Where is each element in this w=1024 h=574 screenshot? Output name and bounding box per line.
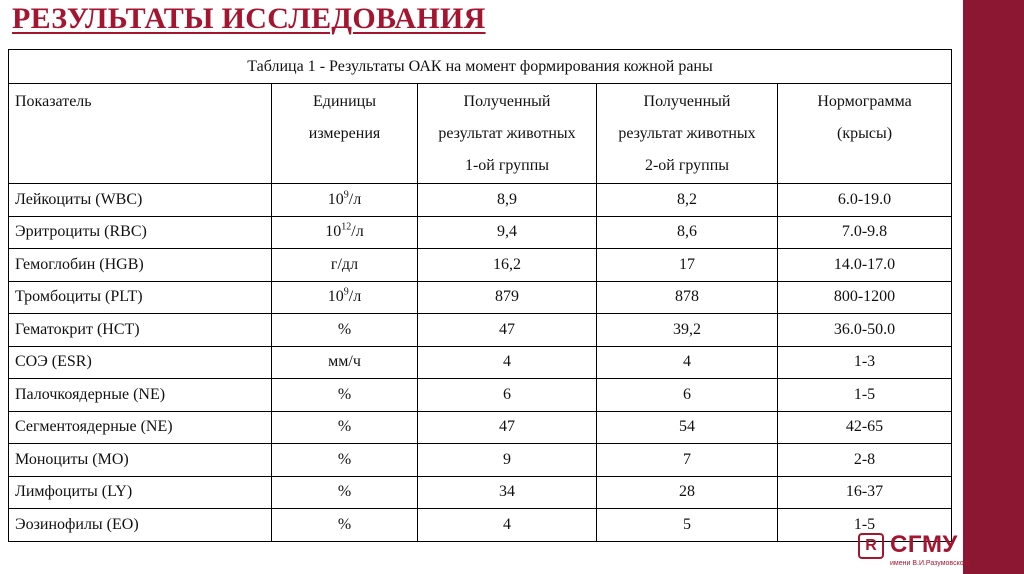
row-unit: % bbox=[272, 444, 418, 477]
row-norm-value: 14.0-17.0 bbox=[778, 249, 952, 282]
university-logo bbox=[858, 531, 970, 573]
row-unit: % bbox=[272, 314, 418, 347]
row-indicator: Моноциты (MO) bbox=[9, 444, 272, 477]
table-row bbox=[9, 509, 952, 542]
table-caption: Таблица 1 - Результаты ОАК на момент формирования кожной раны bbox=[9, 50, 952, 84]
table-row bbox=[9, 216, 952, 249]
row-indicator: СОЭ (ESR) bbox=[9, 346, 272, 379]
row-norm-value: 1-3 bbox=[778, 346, 952, 379]
table-row bbox=[9, 184, 952, 217]
table-row bbox=[9, 444, 952, 477]
row-indicator: Палочкоядерные (NE) bbox=[9, 379, 272, 412]
header-group-2: Полученный результат животных 2-ой группы bbox=[597, 84, 778, 184]
decorative-side-bar bbox=[963, 0, 1024, 574]
row-group-1-value: 9,4 bbox=[418, 216, 597, 249]
row-unit: $10^9/л$ bbox=[272, 184, 418, 217]
row-norm-value: 800-1200 bbox=[778, 281, 952, 314]
row-group-2-value: 8,6 bbox=[597, 216, 778, 249]
table-header-row bbox=[9, 84, 952, 184]
row-group-2-value: 54 bbox=[597, 411, 778, 444]
row-group-2-value: 7 bbox=[597, 444, 778, 477]
row-unit: % bbox=[272, 411, 418, 444]
row-unit: % bbox=[272, 509, 418, 542]
row-indicator: Лимфоциты (LY) bbox=[9, 476, 272, 509]
row-unit: мм/ч bbox=[272, 346, 418, 379]
row-group-1-value: 9 bbox=[418, 444, 597, 477]
row-unit: $10^{12}/л$ bbox=[272, 216, 418, 249]
row-norm-value: 7.0-9.8 bbox=[778, 216, 952, 249]
table-row bbox=[9, 346, 952, 379]
row-group-1-value: 34 bbox=[418, 476, 597, 509]
row-unit: % bbox=[272, 476, 418, 509]
page-title: РЕЗУЛЬТАТЫ ИССЛЕДОВАНИЯ bbox=[12, 2, 486, 35]
row-group-1-value: 8,9 bbox=[418, 184, 597, 217]
row-group-2-value: 4 bbox=[597, 346, 778, 379]
row-indicator: Гематокрит (HCT) bbox=[9, 314, 272, 347]
row-group-1-value: 6 bbox=[418, 379, 597, 412]
row-group-2-value: 8,2 bbox=[597, 184, 778, 217]
row-group-2-value: 28 bbox=[597, 476, 778, 509]
row-indicator: Тромбоциты (PLT) bbox=[9, 281, 272, 314]
table-row bbox=[9, 249, 952, 282]
row-norm-value: 1-5 bbox=[778, 379, 952, 412]
table-row bbox=[9, 476, 952, 509]
row-norm-value: 42-65 bbox=[778, 411, 952, 444]
row-unit: % bbox=[272, 379, 418, 412]
row-norm-value: 2-8 bbox=[778, 444, 952, 477]
logo-mark-icon: R bbox=[858, 533, 884, 559]
row-group-1-value: 879 bbox=[418, 281, 597, 314]
row-group-1-value: 4 bbox=[418, 509, 597, 542]
row-group-1-value: 47 bbox=[418, 314, 597, 347]
table-row bbox=[9, 379, 952, 412]
row-norm-value: 1-5 bbox=[778, 509, 952, 542]
row-group-2-value: 39,2 bbox=[597, 314, 778, 347]
row-group-1-value: 16,2 bbox=[418, 249, 597, 282]
table-row bbox=[9, 411, 952, 444]
row-norm-value: 36.0-50.0 bbox=[778, 314, 952, 347]
row-unit: $10^9/л$ bbox=[272, 281, 418, 314]
header-units: Единицы измерения bbox=[272, 84, 418, 184]
row-norm-value: 6.0-19.0 bbox=[778, 184, 952, 217]
table-row bbox=[9, 281, 952, 314]
logo-subtitle: имени В.И.Разумовского bbox=[890, 560, 970, 567]
row-group-2-value: 5 bbox=[597, 509, 778, 542]
logo-text: СГМУ bbox=[890, 531, 958, 558]
row-indicator: Эозинофилы (EO) bbox=[9, 509, 272, 542]
row-group-1-value: 47 bbox=[418, 411, 597, 444]
row-indicator: Лейкоциты (WBC) bbox=[9, 184, 272, 217]
row-norm-value: 16-37 bbox=[778, 476, 952, 509]
row-group-1-value: 4 bbox=[418, 346, 597, 379]
row-unit: г/дл bbox=[272, 249, 418, 282]
row-group-2-value: 878 bbox=[597, 281, 778, 314]
row-group-2-value: 17 bbox=[597, 249, 778, 282]
row-indicator: Эритроциты (RBC) bbox=[9, 216, 272, 249]
header-norm: Нормограмма (крысы) bbox=[778, 84, 952, 184]
row-group-2-value: 6 bbox=[597, 379, 778, 412]
table-caption-row bbox=[9, 50, 952, 84]
row-indicator: Гемоглобин (HGB) bbox=[9, 249, 272, 282]
header-indicator: Показатель bbox=[9, 84, 272, 184]
table-row bbox=[9, 314, 952, 347]
row-indicator: Сегментоядерные (NE) bbox=[9, 411, 272, 444]
results-table bbox=[8, 49, 952, 542]
header-group-1: Полученный результат животных 1-ой группы bbox=[418, 84, 597, 184]
